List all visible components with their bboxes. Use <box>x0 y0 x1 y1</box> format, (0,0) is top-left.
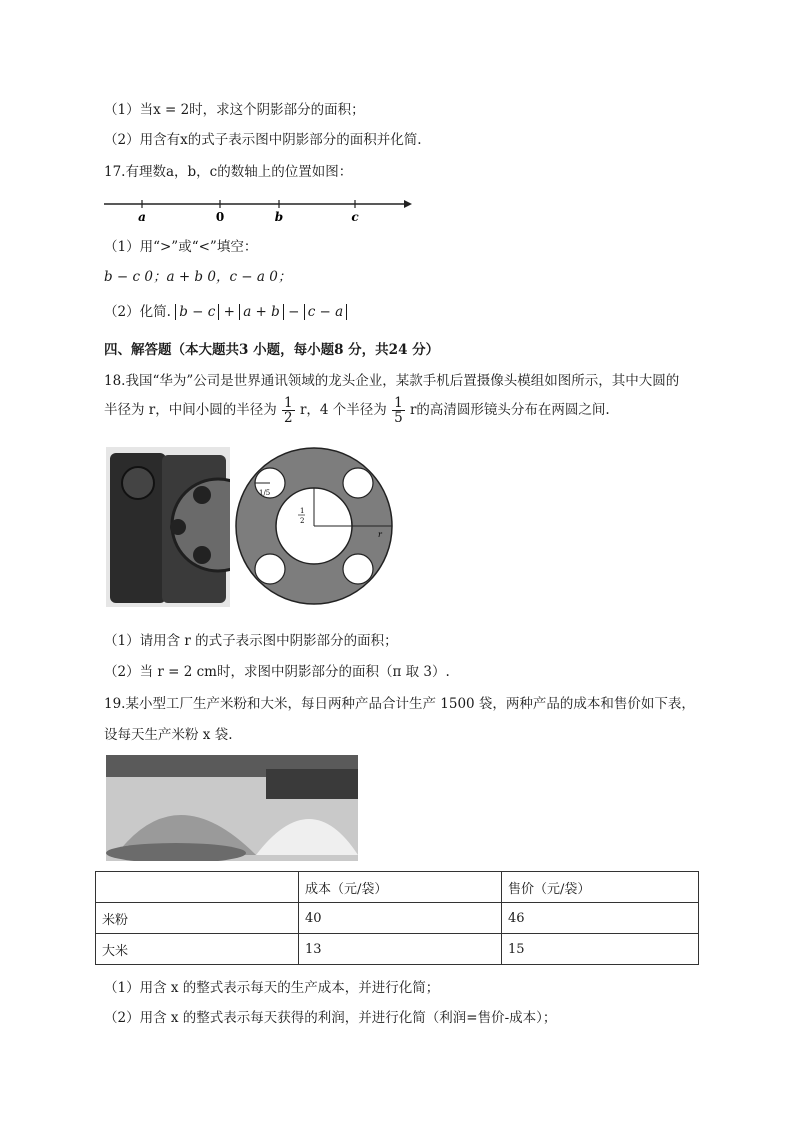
q18-part2: （2）当 r = 2 cm时，求图中阴影部分的面积（π 取 3）. <box>104 664 450 680</box>
table-cell: 13 <box>299 934 502 965</box>
label-b: b <box>274 210 284 224</box>
table-cell: 15 <box>502 934 699 965</box>
number-line-arrow <box>404 200 412 208</box>
frac2-num: 1 <box>394 395 403 411</box>
label-one-fifth: 1/5 <box>259 489 271 497</box>
number-line-diagram <box>104 188 414 224</box>
q19-stem-line2: 设每天生产米粉 x 袋. <box>104 727 233 743</box>
q18-part1: （1）请用含 r 的式子表示图中阴影部分的面积； <box>104 633 398 649</box>
table-header-cell: 成本（元/袋） <box>299 872 502 903</box>
cost-price-table <box>95 871 699 965</box>
q17-part2-prefix: （2）化简. <box>104 304 171 320</box>
abs-b-minus-c: b − c <box>175 304 219 320</box>
lens-bottom-right <box>343 554 373 584</box>
label-0: 0 <box>215 210 225 224</box>
table-header-cell: 售价（元/袋） <box>502 872 699 903</box>
q16-part2: （2）用含有x的式子表示图中阴影部分的面积并化简. <box>104 132 422 148</box>
abs-c-minus-a: c − a <box>304 304 348 320</box>
q19-part2: （2）用含 x 的整式表示每天获得的利润，并进行化简（利润=售价-成本）； <box>104 1010 557 1026</box>
table-cell: 米粉 <box>96 903 299 934</box>
q18-stem-line2 <box>104 396 610 425</box>
q18-stem-a: 半径为 r，中间小圆的半径为 <box>104 402 277 419</box>
q19-part1: （1）用含 x 的整式表示每天的生产成本，并进行化简； <box>104 980 440 996</box>
table-row <box>96 903 699 934</box>
table-header-cell <box>96 872 299 903</box>
q16-part1: （1）当x = 2时，求这个阴影部分的面积； <box>104 102 365 118</box>
q18-stem-line1: 18.我国“华为”公司是世界通讯领域的龙头企业，某款手机后置摄像头模组如图所示，其中大圆的 <box>104 373 680 389</box>
table-header-row <box>96 872 699 903</box>
label-mid-num: 1 <box>300 507 305 515</box>
fraction-one-half <box>282 396 295 425</box>
table-cell: 46 <box>502 903 699 934</box>
label-r: r <box>378 530 382 539</box>
label-a: a <box>138 210 146 224</box>
q19-stem-line1: 19.某小型工厂生产米粉和大米，每日两种产品合计生产 1500 袋，两种产品的成本和售价如下表， <box>104 696 695 712</box>
label-mid-den: 2 <box>300 517 305 525</box>
lens-top-right <box>343 468 373 498</box>
op-plus: + <box>223 304 235 320</box>
phone-photo <box>106 447 230 607</box>
camera-bump-icon <box>122 467 154 499</box>
abs-a-plus-b: a + b <box>239 304 284 320</box>
table-row <box>96 934 699 965</box>
table-cell: 40 <box>299 903 502 934</box>
frac1-den: 2 <box>284 410 293 427</box>
op-minus: − <box>288 304 300 320</box>
table-cell: 大米 <box>96 934 299 965</box>
q17-stem: 17.有理数a，b，c的数轴上的位置如图： <box>104 164 353 180</box>
frac1-num: 1 <box>284 395 293 411</box>
fraction-one-fifth <box>392 396 405 425</box>
lens-bottom-left <box>255 554 285 584</box>
label-c: c <box>351 210 359 224</box>
q17-part1: （1）用“>”或“<”填空： <box>104 239 258 255</box>
frac2-den: 5 <box>394 410 403 427</box>
grain-photo <box>106 755 358 861</box>
q18-stem-b: r，4 个半径为 <box>299 402 387 419</box>
q17-blanks: b − c 0；a + b 0，c − a 0； <box>104 269 292 285</box>
q18-stem-c: r的高清圆形镜头分布在两圆之间. <box>409 402 610 419</box>
q17-part2 <box>104 300 347 320</box>
section-heading: 四、解答题（本大题共3 小题，每小题8 分，共24 分） <box>104 342 440 358</box>
camera-module-diagram <box>232 443 396 609</box>
